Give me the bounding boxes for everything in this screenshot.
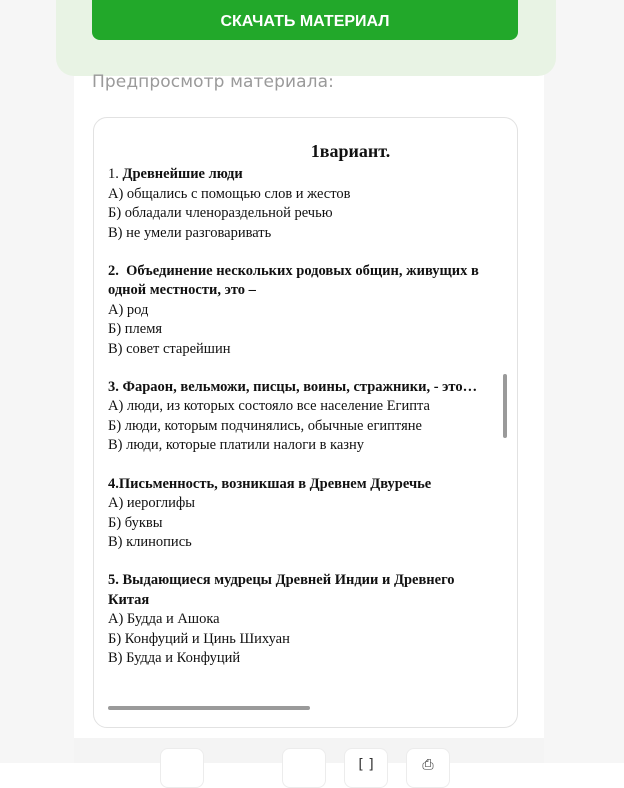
answer-option: Б) обладали членораздельной речью	[108, 205, 333, 222]
question-title: Древнейшие люди	[122, 166, 243, 183]
document-preview[interactable]	[93, 117, 518, 728]
question-text	[108, 475, 498, 494]
answer-option: Б) племя	[108, 321, 163, 338]
question-text	[108, 571, 498, 610]
question-number: 2.	[108, 263, 119, 280]
answer-option: Б) люди, которым подчинялись, обычные египтяне	[108, 417, 422, 434]
question-text	[108, 165, 498, 184]
answer-option: А) люди, из которых состояло все население Египта	[108, 398, 430, 415]
answer-option: В) клинопись	[108, 533, 192, 550]
question-1	[108, 165, 498, 243]
question-5	[108, 571, 498, 668]
document-page	[108, 142, 498, 687]
answer-option: А) род	[108, 301, 149, 318]
download-material-button[interactable]: СКАЧАТЬ МАТЕРИАЛ	[92, 0, 518, 40]
answer-option: В) совет старейшин	[108, 340, 231, 357]
question-number: 3.	[108, 379, 119, 396]
zoom-in-icon[interactable]	[282, 748, 326, 788]
answer-option: В) люди, которые платили налоги в казну	[108, 437, 365, 454]
zoom-out-icon[interactable]	[160, 748, 204, 788]
preview-toolbar	[74, 738, 544, 773]
answer-option: А) общались с помощью слов и жестов	[108, 185, 351, 202]
question-2	[108, 262, 498, 359]
question-title: Объединение нескольких родовых общин, живущих в одной местности, это –	[108, 263, 479, 299]
question-text	[108, 378, 498, 397]
question-title: Фараон, вельможи, писцы, воины, стражники, - это…	[122, 379, 478, 396]
question-title: Письменность, возникшая в Древнем Двуречье	[118, 475, 432, 492]
answer-option: В) Будда и Конфуций	[108, 649, 241, 666]
answer-option: А) иероглифы	[108, 495, 195, 512]
question-text	[108, 262, 498, 301]
vertical-scrollbar[interactable]	[503, 374, 507, 438]
answer-option: В) не умели разговаривать	[108, 224, 272, 241]
question-3	[108, 378, 498, 456]
question-number: 4.	[108, 475, 119, 492]
answer-option: А) Будда и Ашока	[108, 611, 220, 628]
preview-heading: Предпросмотр материала:	[92, 72, 334, 92]
horizontal-scrollbar[interactable]	[108, 706, 310, 710]
question-4	[108, 475, 498, 553]
answer-option: Б) буквы	[108, 514, 163, 531]
answer-option: Б) Конфуций и Цинь Шихуан	[108, 630, 290, 647]
fullscreen-icon[interactable]: [ ]	[344, 748, 388, 788]
question-number: 5.	[108, 572, 119, 589]
variant-title: 1вариант.	[310, 141, 391, 161]
print-icon[interactable]: ⎙	[406, 748, 450, 788]
question-number: 1.	[108, 166, 119, 183]
question-title: Выдающиеся мудрецы Древней Индии и Древнего Китая	[108, 572, 455, 608]
